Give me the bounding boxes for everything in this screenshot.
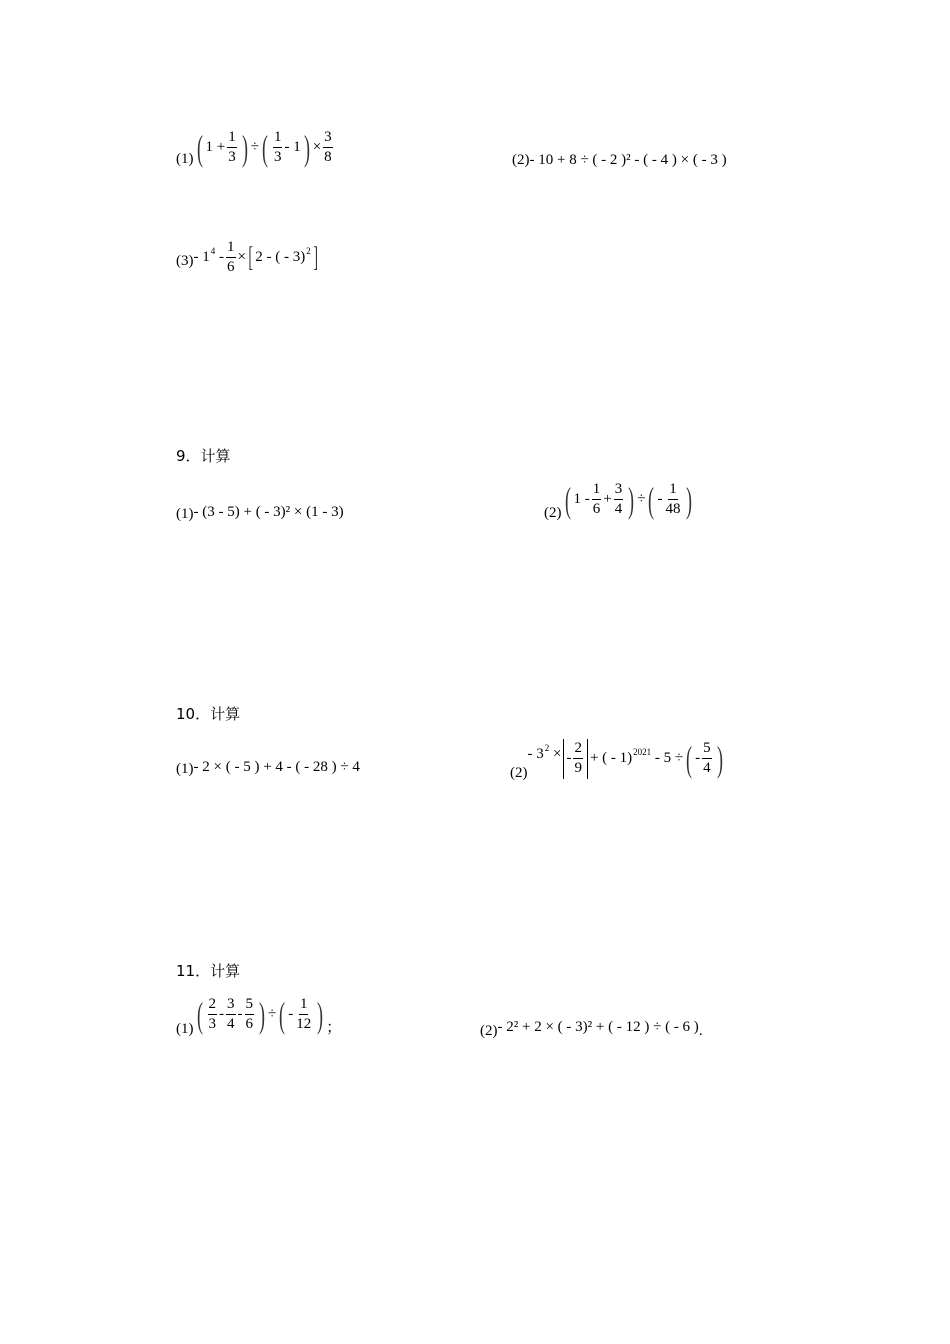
problem-label: (2) — [512, 152, 530, 168]
problem-tail: ； — [326, 1020, 342, 1036]
fraction: $\frac{5}{6}$ — [245, 996, 253, 1032]
problem-label: (2) — [544, 505, 562, 521]
fraction: $\frac{3}{4}$ — [227, 996, 235, 1032]
question-9-problem-2: (2) ( 1 - $\frac{1}{6}$ + $\frac{3}{4}$ ) ÷ ( - $\frac{1}{48}$ ) — [544, 479, 693, 521]
fraction: $\frac{2}{3}$ — [208, 996, 216, 1032]
problem-top-2 — [512, 153, 727, 168]
problem-tail: . — [698, 1023, 703, 1039]
problem-label: (1) — [176, 761, 194, 777]
question-11-problem-2 — [480, 1016, 703, 1039]
problem-top-3: (3) - $1^4$ - $\frac{1}{6}$ × [ 2 - ( - 3)$^2$ ] — [176, 239, 318, 275]
fraction: $\frac{1}{6}$ — [227, 239, 235, 275]
fraction: $\frac{5}{4}$ — [703, 740, 711, 776]
question-10-problem-1 — [176, 758, 360, 777]
problem-label: (1) — [176, 506, 194, 522]
fraction: $\frac{3}{4}$ — [614, 481, 623, 517]
question-9-problem-1 — [176, 503, 344, 522]
question-11-problem-1: (1) ( $\frac{2}{3}$ - $\frac{3}{4}$ - $\frac{5}{6}$ ) ÷ ( - $\frac{1}{12}$ ) ； — [176, 994, 342, 1037]
problem-label: (3) — [176, 253, 194, 269]
problem-expression: - (3 - 5) + ( - 3)² × (1 - 3) — [193, 504, 344, 520]
fraction: $\frac{1}{6}$ — [592, 481, 601, 517]
fraction: $\frac{3}{8}$ — [324, 129, 332, 165]
question-11-heading: 11．计算 — [176, 962, 241, 980]
problem-label: (1) — [176, 151, 194, 167]
problem-label: (1) — [176, 1021, 194, 1037]
problem-label: (2) — [510, 765, 528, 781]
problem-expression: - 2² + 2 × ( - 3)² + ( - 12 ) ÷ ( - 6 ) — [497, 1019, 699, 1035]
problem-top-1: (1) ( 1 + $\frac{1}{3}$ ) ÷ ( $\frac{1}{3}$ - 1 ) × $\frac{3}{8}$ — [176, 127, 332, 168]
problem-label: (2) — [480, 1023, 498, 1039]
problem-expression: - 10 + 8 ÷ ( - 2 )² - ( - 4 ) × ( - 3 ) — [529, 152, 727, 168]
fraction: $\frac{1}{3}$ — [228, 129, 236, 165]
fraction: $\frac{2}{9}$ — [574, 740, 582, 776]
question-10-problem-2: (2) - $3^2$ × - $\frac{2}{9}$ + ( - 1)$^{2021}$ - 5 ÷ ( - $\frac{5}{4}$ ) — [510, 738, 723, 781]
fraction: $\frac{1}{48}$ — [665, 481, 681, 517]
fraction: $\frac{1}{3}$ — [273, 129, 282, 165]
question-9-heading: 9．计算 — [176, 447, 231, 465]
fraction: $\frac{1}{12}$ — [296, 996, 312, 1032]
problem-expression: - 2 × ( - 5 ) + 4 - ( - 28 ) ÷ 4 — [193, 759, 360, 775]
question-10-heading: 10．计算 — [176, 705, 241, 723]
